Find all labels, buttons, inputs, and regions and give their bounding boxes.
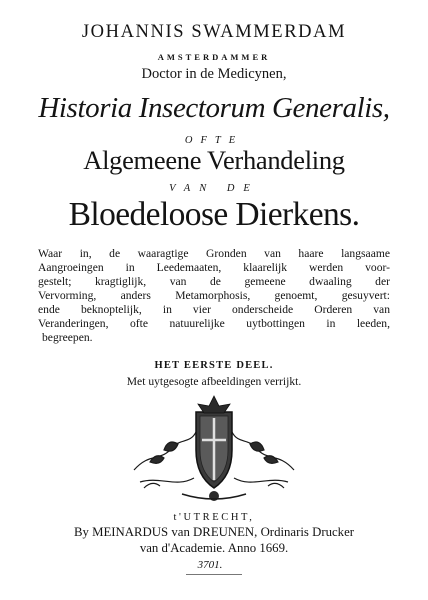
description-line: gestelt; kragtiglijk, van de gemeene dwaaling der	[38, 275, 390, 288]
latin-title: Historia Insectorum Generalis,	[38, 92, 390, 124]
description-line: Aangroeingen in Leedemaaten, klaarelijk werden voor-	[38, 261, 390, 274]
divider	[186, 574, 242, 575]
dutch-title-line-1: Algemeene Verhandeling	[83, 145, 345, 175]
description-line: begreepen.	[42, 331, 93, 344]
ofte-connector: OFTE	[184, 135, 244, 146]
description-line: Veranderingen, ofte natuurelijke uytbottingen in leeden,	[38, 317, 390, 330]
author-degree: Doctor in de Medicynen,	[141, 66, 287, 82]
imprint-printer: By MEINARDUS van DREUNEN, Ordinaris Drucker	[73, 525, 355, 539]
imprint-place: t'UTRECHT,	[173, 512, 255, 523]
printers-device-with-shield-icon	[120, 392, 308, 504]
author-name: JOHANNIS SWAMMERDAM	[81, 22, 347, 42]
description-line: ende beknoptelijk, in vier onderscheide Orderen van	[38, 303, 390, 316]
description-line: Waar in, de waaragtige Gronden van haare langsaame	[38, 247, 390, 260]
part-designation: HET EERSTE DEEL.	[154, 360, 274, 371]
description-line: Vervorming, anders Metamorphosis, genoemt, gesuyvert:	[38, 289, 390, 302]
description-paragraph	[38, 247, 390, 345]
imprint-date: van d'Academie. Anno 1669.	[139, 541, 289, 555]
plates-note: Met uytgesogte afbeeldingen verrijkt.	[126, 375, 302, 388]
van-de-connector: VAN DE	[169, 183, 259, 194]
shelfmark: 3701.	[197, 559, 223, 571]
dutch-title-line-2: Bloedeloose Dierkens.	[68, 196, 360, 233]
author-city: AMSTERDAMMER	[157, 52, 271, 62]
